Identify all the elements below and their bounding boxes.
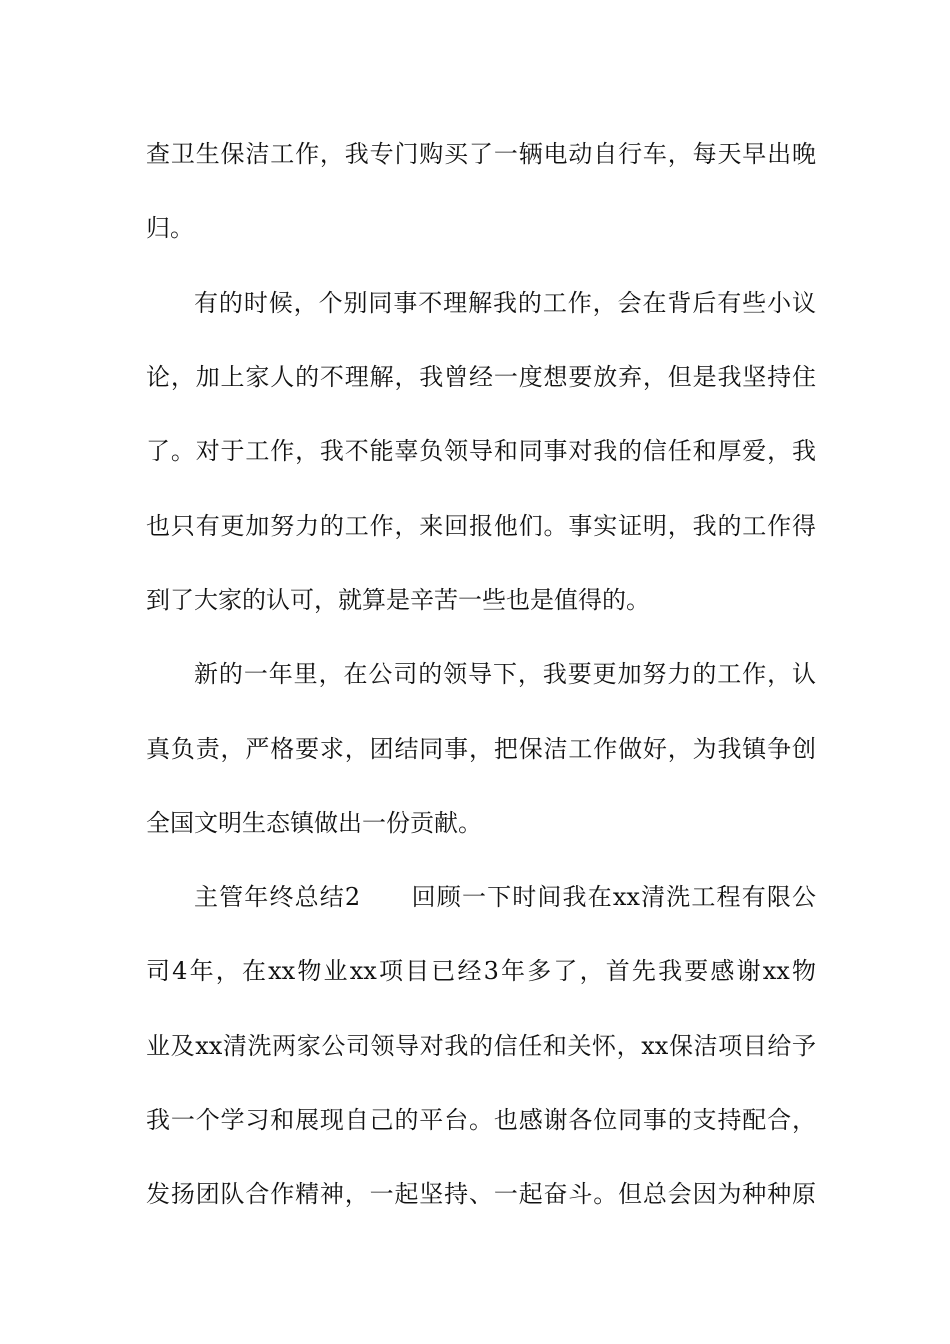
text-line: 全国文明生态镇做出一份贡献。: [146, 809, 482, 837]
text-line: 到了大家的认可，就算是辛苦一些也是值得的。: [146, 586, 650, 614]
text-line: 业及xx清洗两家公司领导对我的信任和关怀，xx保洁项目给予: [146, 1032, 816, 1060]
text-line: 真负责，严格要求，团结同事，把保洁工作做好，为我镇争创: [146, 735, 816, 763]
text-line: 我一个学习和展现自己的平台。也感谢各位同事的支持配合，: [146, 1106, 816, 1134]
paragraph-first-line: 有的时候，个别同事不理解我的工作，会在背后有些小议: [194, 289, 816, 317]
text-line: 发扬团队合作精神，一起坚持、一起奋斗。但总会因为种种原: [146, 1180, 816, 1208]
text-line: 也只有更加努力的工作，来回报他们。事实证明，我的工作得: [146, 512, 816, 540]
text-line: 了。对于工作，我不能辜负领导和同事对我的信任和厚爱，我: [146, 437, 816, 465]
text-line: 查卫生保洁工作，我专门购买了一辆电动自行车，每天早出晚: [146, 140, 816, 168]
text-line: 论，加上家人的不理解，我曾经一度想要放弃，但是我坚持住: [146, 363, 816, 391]
text-line: 归。: [146, 214, 194, 242]
paragraph-first-line: 主管年终总结2 回顾一下时间我在xx清洗工程有限公: [194, 883, 816, 911]
paragraph-first-line: 新的一年里，在公司的领导下，我要更加努力的工作，认: [194, 660, 816, 688]
text-line: 司4年，在xx物业xx项目已经3年多了，首先我要感谢xx物: [146, 957, 816, 985]
